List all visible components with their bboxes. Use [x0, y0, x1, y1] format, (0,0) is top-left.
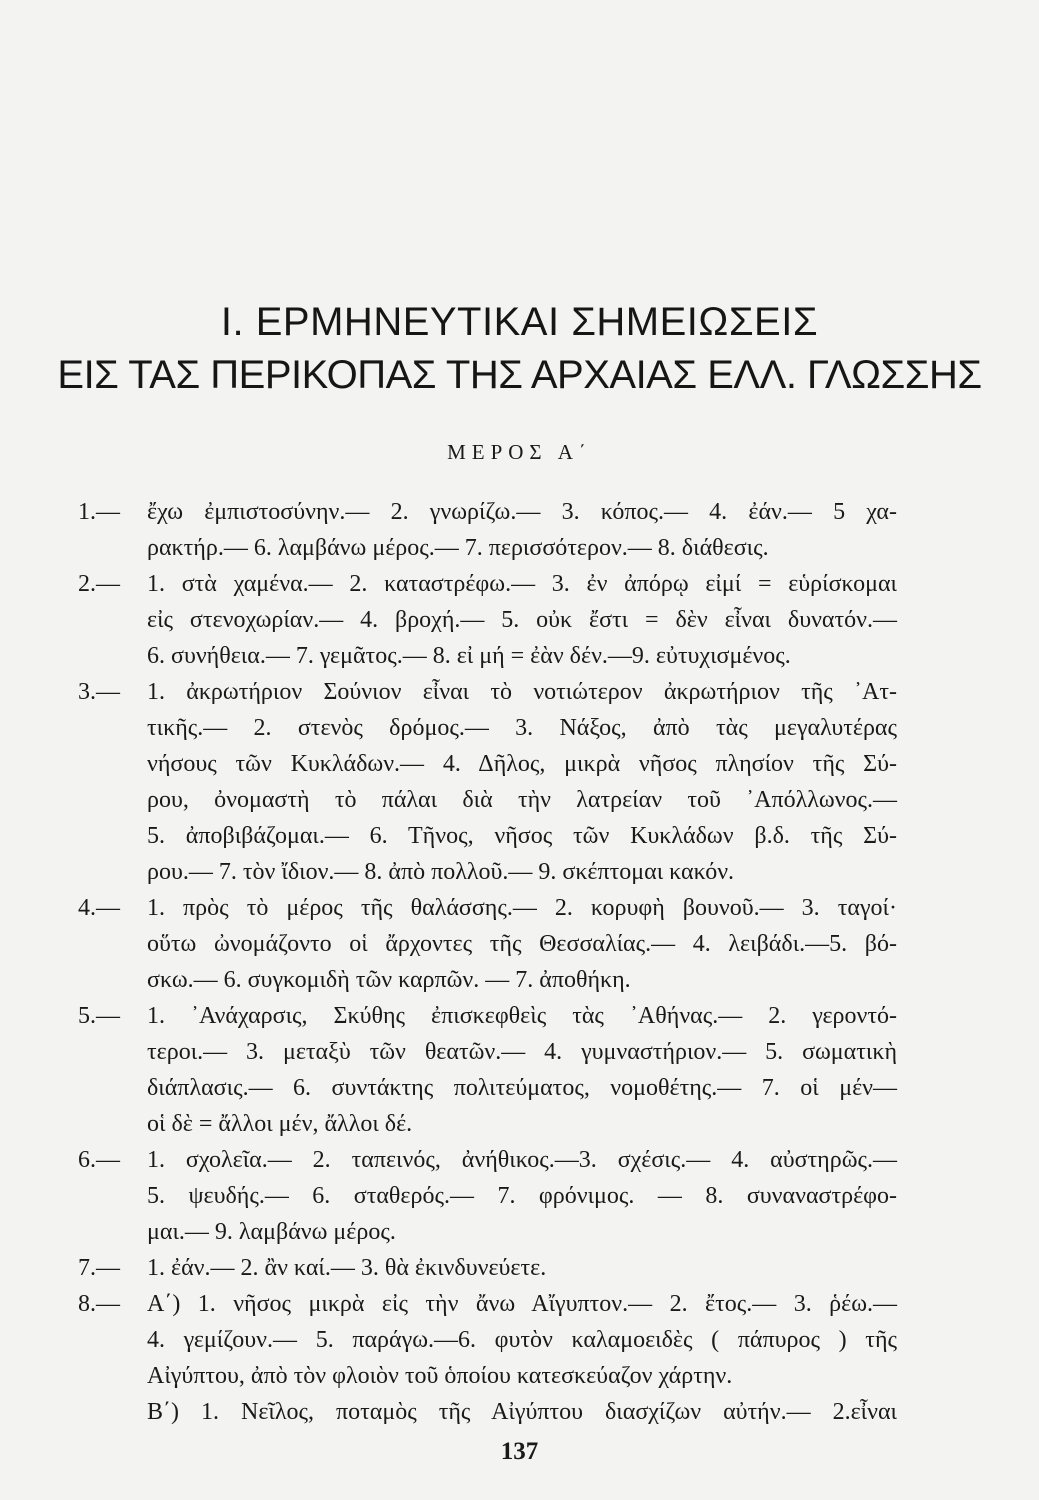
note-line: 1. πρὸς τὸ μέρος τῆς θαλάσσης.— 2. κορυφὴ βουνοῦ.— 3. ταγοί·: [147, 895, 897, 921]
page-number: 137: [500, 1438, 539, 1465]
entry-number: 2.—: [78, 571, 120, 597]
part-heading: ΜΕΡΟΣ Α΄: [447, 440, 592, 464]
note-line: ἔχω ἐμπιστοσύνην.— 2. γνωρίζω.— 3. κόπος.— 4. ἐάν.— 5 χα-: [147, 499, 897, 525]
note-line: μαι.— 9. λαμβάνω μέρος.: [147, 1219, 396, 1245]
entry-number: 3.—: [78, 679, 120, 705]
entry-number: 7.—: [78, 1255, 120, 1281]
note-line: ρακτήρ.— 6. λαμβάνω μέρος.— 7. περισσότερον.— 8. διάθεσις.: [147, 535, 769, 561]
note-line: διάπλασις.— 6. συντάκτης πολιτεύματος, νομοθέτης.— 7. οἱ μέν—: [147, 1075, 897, 1101]
note-line: 5. ἀποβιβάζομαι.— 6. Τῆνος, νῆσος τῶν Κυκλάδων β.δ. τῆς Σύ-: [147, 823, 897, 849]
note-line: τεροι.— 3. μεταξὺ τῶν θεατῶν.— 4. γυμναστήριον.— 5. σωματικὴ: [147, 1039, 897, 1065]
note-line: εἰς στενοχωρίαν.— 4. βροχή.— 5. οὐκ ἔστι = δὲν εἶναι δυνατόν.—: [147, 607, 897, 633]
entry-number: 1.—: [78, 499, 120, 525]
note-line: 4. γεμίζουν.— 5. παράγω.—6. φυτὸν καλαμοειδὲς ( πάπυρος ) τῆς: [147, 1327, 897, 1353]
entry-number: 5.—: [78, 1003, 120, 1029]
note-line: 5. ψευδής.— 6. σταθερός.— 7. φρόνιμος. — 8. συναναστρέφο-: [147, 1183, 897, 1209]
note-line: ρου.— 7. τὸν ἴδιον.— 8. ἀπὸ πολλοῦ.— 9. σκέπτομαι κακόν.: [147, 859, 735, 885]
chapter-title-line-1: I. ΕΡΜΗΝΕΥΤΙΚΑΙ ΣΗΜΕΙΩΣΕΙΣ: [220, 300, 819, 344]
note-line: τικῆς.— 2. στενὸς δρόμος.— 3. Νάξος, ἀπὸ τὰς μεγαλυτέρας: [147, 715, 897, 741]
note-line: νήσους τῶν Κυκλάδων.— 4. Δῆλος, μικρὰ νῆσος πλησίον τῆς Σύ-: [147, 751, 897, 777]
entry-number: 8.—: [78, 1291, 120, 1317]
note-line: 1. στὰ χαμένα.— 2. καταστρέφω.— 3. ἐν ἀπόρῳ εἰμί = εὑρίσκομαι: [147, 571, 897, 597]
entry-number: 6.—: [78, 1147, 120, 1173]
note-line: οἱ δὲ = ἄλλοι μέν, ἄλλοι δέ.: [147, 1111, 413, 1137]
note-line: Α΄) 1. νῆσος μικρὰ εἰς τὴν ἄνω Αἴγυπτον.— 2. ἔτος.— 3. ῥέω.—: [147, 1291, 897, 1317]
note-line: ρου, ὀνομαστὴ τὸ πάλαι διὰ τὴν λατρείαν τοῦ ᾽Απόλλωνος.—: [147, 787, 897, 813]
note-line: Β΄) 1. Νεῖλος, ποταμὸς τῆς Αἰγύπτου διασχίζων αὐτήν.— 2.εἶναι: [147, 1399, 897, 1425]
note-line: 1. ᾽Ανάχαρσις, Σκύθης ἐπισκεφθεὶς τὰς ᾽Αθήνας.— 2. γεροντό-: [147, 1003, 897, 1029]
note-line: 6. συνήθεια.— 7. γεμᾶτος.— 8. εἰ μή = ἐὰν δέν.—9. εὐτυχισμένος.: [147, 643, 791, 669]
note-line: Αἰγύπτου, ἀπὸ τὸν φλοιὸν τοῦ ὁποίου κατεσκεύαζον χάρτην.: [147, 1363, 733, 1389]
entry-number: 4.—: [78, 895, 120, 921]
chapter-title-line-2: ΕΙΣ ΤΑΣ ΠΕΡΙΚΟΠΑΣ ΤΗΣ ΑΡΧΑΙΑΣ ΕΛΛ. ΓΛΩΣΣΗΣ: [57, 353, 982, 397]
note-line: 1. ἐάν.— 2. ἂν καί.— 3. θὰ ἐκινδυνεύετε.: [147, 1255, 547, 1281]
note-line: 1. ἀκρωτήριον Σούνιον εἶναι τὸ νοτιώτερον ἀκρωτήριον τῆς ᾽Ατ-: [147, 679, 897, 705]
note-line: σκω.— 6. συγκομιδὴ τῶν καρπῶν. — 7. ἀποθήκη.: [147, 967, 631, 993]
note-line: 1. σχολεῖα.— 2. ταπεινός, ἀνήθικος.—3. σχέσις.— 4. αὐστηρῶς.—: [147, 1147, 897, 1173]
note-line: οὕτω ὠνομάζοντο οἱ ἄρχοντες τῆς Θεσσαλίας.— 4. λειβάδι.—5. βό-: [147, 931, 897, 957]
